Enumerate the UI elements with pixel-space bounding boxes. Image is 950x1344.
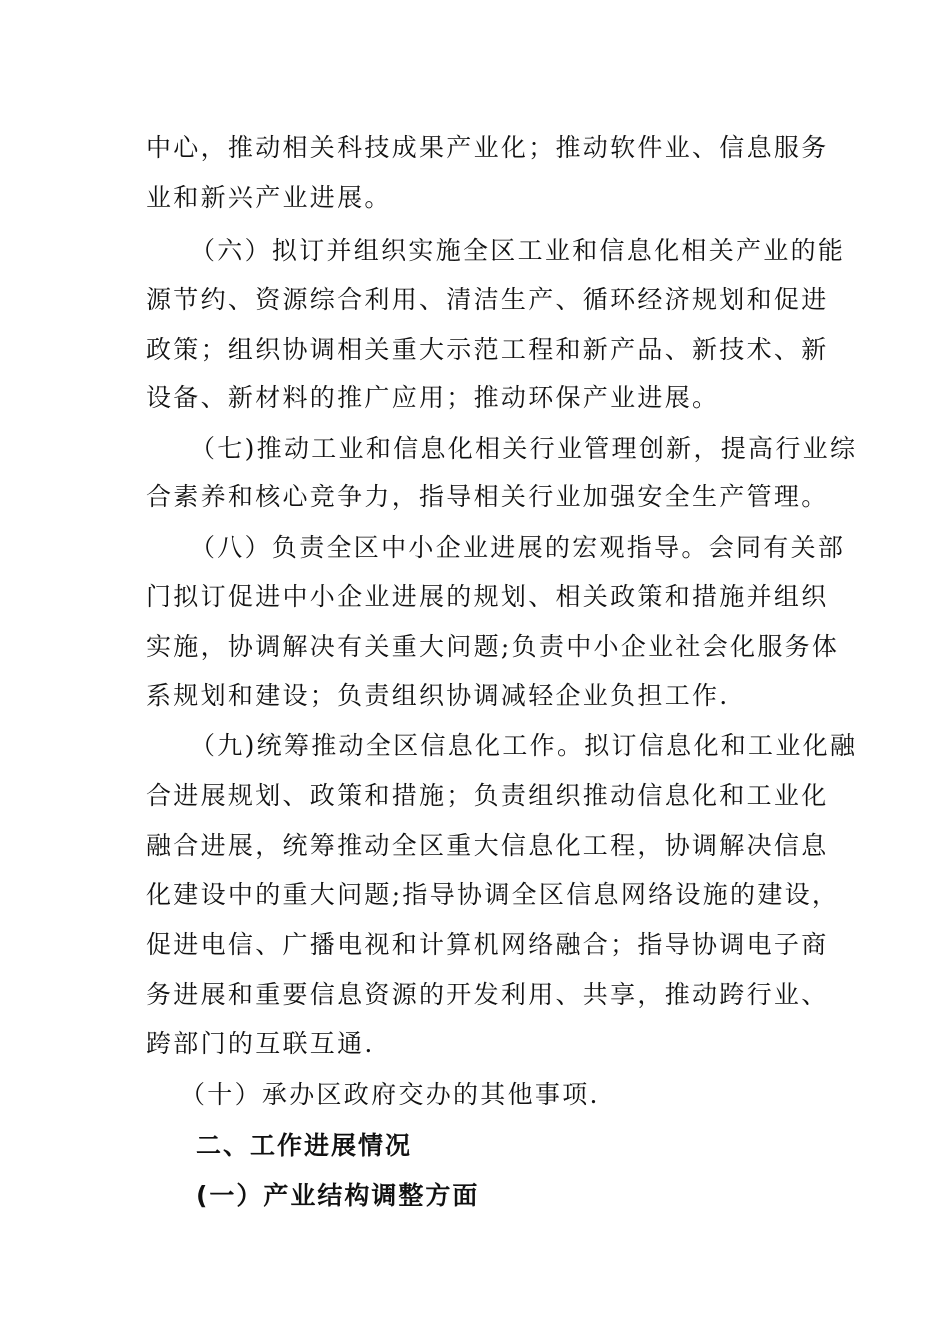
paragraph-line: 系规划和建设；负责组织协调减轻企业负担工作. (146, 681, 730, 710)
paragraph-line: 源节约、资源综合利用、清洁生产、循环经济规划和促进 (146, 285, 829, 314)
paragraph-line: 务进展和重要信息资源的开发利用、共享，推动跨行业、 (146, 980, 829, 1009)
paragraph-line: 化建设中的重大问题;指导协调全区信息网络设施的建设， (146, 880, 840, 909)
paragraph-line: 政策；组织协调相关重大示范工程和新产品、新技术、新 (146, 335, 829, 364)
paragraph-line: 业和新兴产业进展。 (146, 183, 392, 212)
paragraph-line: （六）拟订并组织实施全区工业和信息化相关产业的能 (190, 236, 846, 265)
paragraph-line: 门拟订促进中小企业进展的规划、相关政策和措施并组织 (146, 582, 829, 611)
paragraph-line: 促进电信、广播电视和计算机网络融合；指导协调电子商 (146, 930, 829, 959)
paragraph-line: 设备、新材料的推广应用；推动环保产业进展。 (146, 383, 720, 412)
paragraph-line: 中心，推动相关科技成果产业化；推动软件业、信息服务 (146, 133, 829, 162)
paragraph-line: （七)推动工业和信息化相关行业管理创新，提高行业综 (190, 434, 858, 463)
paragraph-line: 合素养和核心竞争力，指导相关行业加强安全生产管理。 (146, 482, 829, 511)
paragraph-line: （九)统筹推动全区信息化工作。拟订信息化和工业化融 (190, 731, 858, 760)
paragraph-line: （八）负责全区中小企业进展的宏观指导。会同有关部 (190, 533, 846, 562)
paragraph-line: 融合进展，统筹推动全区重大信息化工程，协调解决信息 (146, 831, 829, 860)
paragraph-line: （十）承办区政府交办的其他事项. (180, 1080, 600, 1109)
paragraph-line: 跨部门的互联互通. (146, 1029, 375, 1058)
paragraph-line: 合进展规划、政策和措施；负责组织推动信息化和工业化 (146, 781, 829, 810)
section-heading: 二、工作进展情况 (196, 1131, 413, 1160)
subsection-heading: (一）产业结构调整方面 (196, 1181, 480, 1210)
paragraph-line: 实施，协调解决有关重大问题;负责中小企业社会化服务体 (146, 632, 840, 661)
